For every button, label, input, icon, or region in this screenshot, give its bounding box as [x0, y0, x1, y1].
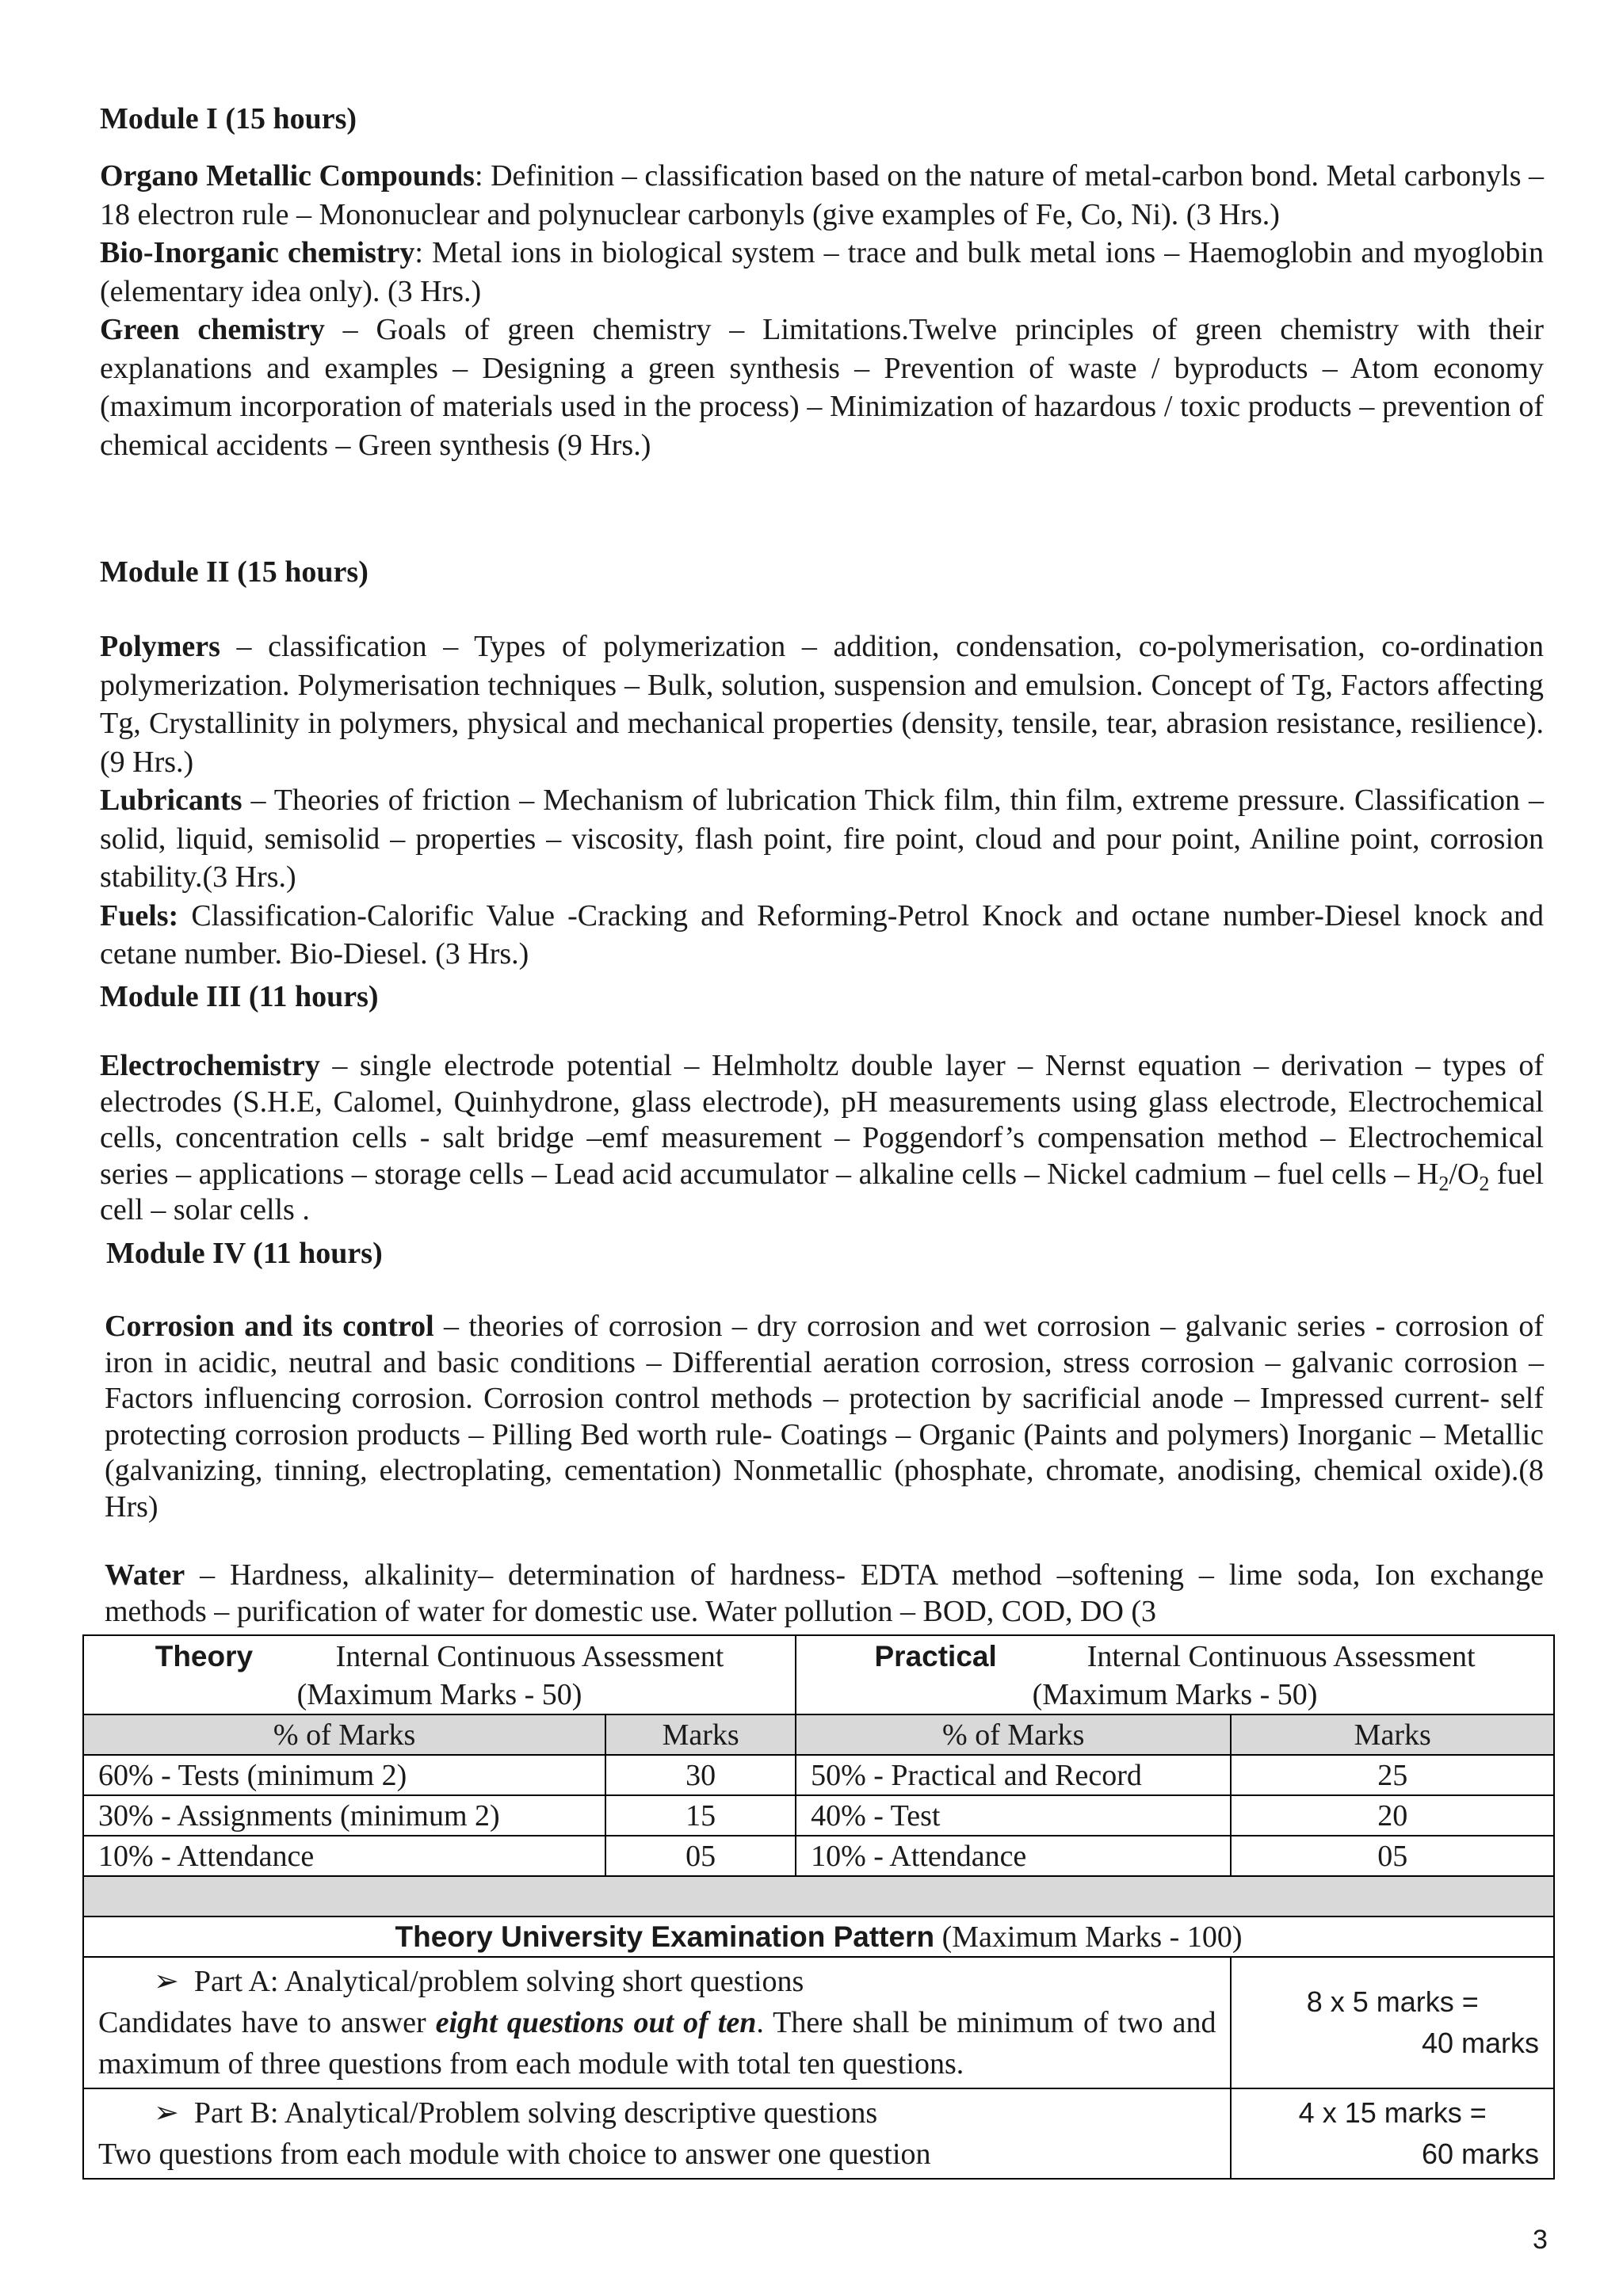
- formula-o-sub: 2: [1479, 1172, 1490, 1196]
- exam-pattern-title-rest: (Maximum Marks - 100): [934, 1920, 1243, 1954]
- practical-marks: 25: [1231, 1755, 1554, 1795]
- part-a-text: [98, 2002, 1216, 2084]
- text-fuels: Classification-Calorific Value -Cracking and Reforming-Petrol Knock and octane number-Diesel knock and cetane number. Bio-Diesel. (3 Hrs.): [100, 898, 1544, 971]
- table-row: [83, 1795, 1554, 1836]
- text-organo-metallic: : Definition – classification based on the nature of metal-carbon bond. Metal carbonyls – 18 electron rule – Mononuclear and polynuclear carbonyls (give examples of Fe, Co, Ni). (3 Hrs.): [100, 159, 1545, 231]
- term-green-chemistry: Green chemistry: [100, 313, 325, 346]
- part-a-heading-line: [98, 1961, 1216, 2002]
- part-b-marks-total: 60 marks: [1421, 2138, 1539, 2170]
- formula-h: H: [1416, 1157, 1439, 1191]
- theory-marks: 15: [605, 1795, 796, 1836]
- text-polymers: – classification – Types of polymerization – addition, condensation, co-polymerisation, co-ordination polymerization. Polymerisation techniques – Bulk, solution, suspension and emulsion. Concept of Tg, Factors affecting Tg, Crystallinity in polymers, physical and mechanical properties (density, tensile, tear, abrasion resistance, resilience). (9 Hrs.): [100, 630, 1544, 779]
- assessment-header-row: [83, 1635, 1554, 1714]
- part-a-marks-formula: 8 x 5 marks =: [1306, 1985, 1479, 2018]
- text-lubricants: – Theories of friction – Mechanism of lubrication Thick film, thin film, extreme pressure. Classification – solid, liquid, semisolid – properties – viscosity, flash point, fire point, cloud and pour point, Aniline point, corrosion stability.(3 Hrs.): [100, 784, 1544, 894]
- part-a-text-1: Candidates have to answer: [98, 2006, 436, 2039]
- practical-col-percent: % of Marks: [796, 1714, 1231, 1755]
- page-number: 3: [1533, 2225, 1548, 2255]
- module-4-corrosion: [105, 1309, 1544, 1525]
- module-2-body: [100, 627, 1544, 974]
- part-b-marks: [1231, 2088, 1554, 2179]
- arrow-bullet-icon: ➢: [154, 2096, 179, 2130]
- module-4-water: [105, 1558, 1544, 1630]
- term-lubricants: Lubricants: [100, 784, 242, 817]
- part-b-heading: Part B: Analytical/Problem solving descriptive questions: [193, 2096, 878, 2130]
- text-green-chemistry: – Goals of green chemistry – Limitations.Twelve principles of green chemistry with their explanations and examples – Designing a green synthesis – Prevention of waste / byproducts – Atom economy (maximum incorporation of materials used in the process) – Minimization of hazardous / toxic products – prevention of chemical accidents – Green synthesis (9 Hrs.): [100, 313, 1544, 462]
- practical-item: 50% - Practical and Record: [796, 1755, 1231, 1795]
- theory-marks: 30: [605, 1755, 796, 1795]
- grey-divider: [83, 1876, 1554, 1917]
- part-a-row: [83, 1957, 1554, 2088]
- arrow-bullet-icon: ➢: [154, 1965, 179, 1998]
- module-3-heading: Module III (11 hours): [100, 980, 379, 1013]
- text-water: – Hardness, alkalinity– determination of hardness- EDTA method –softening – lime soda, Ion exchange methods – purification of water for domestic use. Water pollution – BOD, COD, DO (3: [105, 1558, 1544, 1628]
- part-b-marks-formula: 4 x 15 marks =: [1298, 2096, 1487, 2129]
- module-1-body: [100, 157, 1544, 464]
- practical-item: 40% - Test: [796, 1795, 1231, 1836]
- module-4-heading: Module IV (11 hours): [106, 1237, 383, 1270]
- assessment-table: [82, 1634, 1555, 2180]
- term-bio-inorganic: Bio-Inorganic chemistry: [100, 236, 415, 269]
- theory-max: (Maximum Marks - 50): [296, 1678, 582, 1711]
- practical-label: Practical: [874, 1640, 997, 1672]
- part-b-description: [83, 2088, 1231, 2179]
- practical-header: [796, 1635, 1554, 1714]
- term-polymers: Polymers: [100, 630, 220, 663]
- theory-item: 10% - Attendance: [83, 1836, 605, 1876]
- theory-header: [83, 1635, 796, 1714]
- practical-col-marks: Marks: [1231, 1714, 1554, 1755]
- part-a-emphasis: eight questions out of ten: [435, 2006, 757, 2039]
- formula-slash-o: /O: [1449, 1157, 1480, 1191]
- part-a-heading: Part A: Analytical/problem solving short questions: [193, 1965, 804, 1998]
- theory-marks: 05: [605, 1836, 796, 1876]
- term-organo-metallic: Organo Metallic Compounds: [100, 159, 475, 193]
- table-row: [83, 1836, 1554, 1876]
- part-a-marks-total: 40 marks: [1421, 2027, 1539, 2059]
- theory-col-marks: Marks: [605, 1714, 796, 1755]
- exam-pattern-title-bold: Theory University Examination Pattern: [395, 1920, 935, 1953]
- theory-item: 30% - Assignments (minimum 2): [83, 1795, 605, 1836]
- theory-label: Theory: [155, 1640, 254, 1672]
- theory-col-percent: % of Marks: [83, 1714, 605, 1755]
- table-row: [83, 1755, 1554, 1795]
- part-a-text-2: . There shall be minimum of two and maximum of three questions from each module with total ten questions.: [98, 2006, 1216, 2081]
- exam-pattern-title: [83, 1917, 1554, 1957]
- module-1-heading: Module I (15 hours): [100, 102, 357, 135]
- practical-marks: 20: [1231, 1795, 1554, 1836]
- formula-h-sub: 2: [1438, 1172, 1449, 1196]
- practical-title: Internal Continuous Assessment: [1086, 1640, 1476, 1673]
- term-electrochemistry: Electrochemistry: [100, 1049, 320, 1082]
- part-a-marks: [1231, 1957, 1554, 2088]
- term-fuels: Fuels:: [100, 898, 179, 933]
- part-a-description: [83, 1957, 1231, 2088]
- text-bio-inorganic: : Metal ions in biological system – trace and bulk metal ions – Haemoglobin and myoglobin (elementary idea only). (3 Hrs.): [100, 236, 1544, 308]
- part-b-row: [83, 2088, 1554, 2179]
- exam-pattern-title-row: [83, 1917, 1554, 1957]
- term-corrosion: Corrosion and its control: [105, 1310, 434, 1343]
- theory-item: 60% - Tests (minimum 2): [83, 1755, 605, 1795]
- table-divider-row: [83, 1876, 1554, 1917]
- assessment-column-headers: [83, 1714, 1554, 1755]
- part-b-heading-line: [98, 2092, 1216, 2134]
- text-corrosion: – theories of corrosion – dry corrosion and wet corrosion – galvanic series - corrosion of iron in acidic, neutral and basic conditions – Differential aeration corrosion, stress corrosion – galvanic corrosion – Factors influencing corrosion. Corrosion control methods – protection by sacrificial anode – Impressed current- self protecting corrosion products – Pilling Bed worth rule- Coatings – Organic (Paints and polymers) Inorganic – Metallic (galvanizing, tinning, electroplating, cementation) Nonmetallic (phosphate, chromate, anodising, chemical oxide).(8 Hrs): [105, 1310, 1544, 1524]
- text-electrochemistry: – single electrode potential – Helmholtz double layer – Nernst equation – derivation – types of electrodes (S.H.E, Calomel, Quinhydrone, glass electrode), pH measurements using glass electrode, Electrochemical cells, concentration cells - salt bridge –emf measurement – Poggendorf’s compensation method – Electrochemical series – applications – storage cells – Lead acid accumulator – alkaline cells – Nickel cadmium – fuel cells –: [100, 1049, 1544, 1191]
- term-water: Water: [105, 1558, 185, 1592]
- practical-marks: 05: [1231, 1836, 1554, 1876]
- part-b-text: Two questions from each module with choice to answer one question: [98, 2138, 931, 2171]
- text-electrochemistry-end: fuel cell – solar cells .: [100, 1157, 1544, 1226]
- theory-title: Internal Continuous Assessment: [335, 1640, 724, 1673]
- module-2-heading: Module II (15 hours): [100, 555, 369, 589]
- practical-max: (Maximum Marks - 50): [1032, 1678, 1318, 1711]
- practical-item: 10% - Attendance: [796, 1836, 1231, 1876]
- module-3-body: [100, 1048, 1544, 1229]
